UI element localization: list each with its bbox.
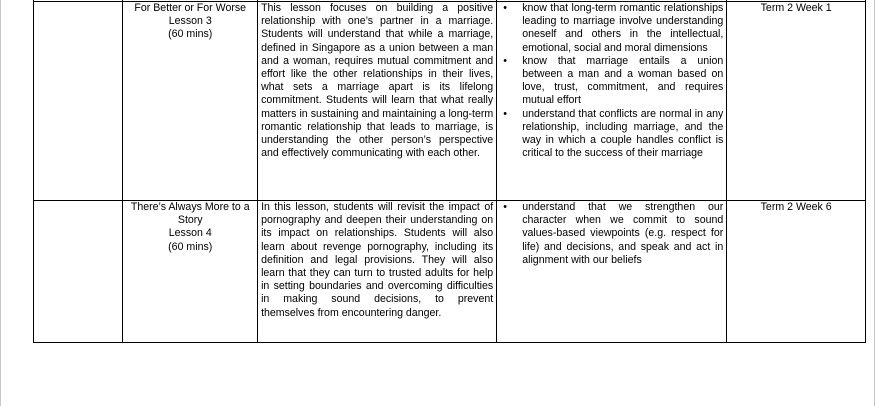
lesson-duration: (60 mins) — [168, 240, 213, 253]
lesson-title-cell — [123, 201, 258, 343]
lesson-title: For Better or For Worse — [134, 2, 247, 14]
page-border-left — [0, 0, 1, 406]
lesson-timing: Term 2 Week 6 — [727, 201, 866, 343]
learning-outcome-item — [500, 2, 723, 55]
lesson-plan-table — [33, 0, 866, 343]
learning-outcome-item — [500, 108, 723, 161]
learning-outcomes-list — [500, 201, 723, 267]
bullet-icon: • — [503, 2, 507, 14]
learning-outcome-text: know that long-term romantic relationships leading to marriage involve understanding oneself and others in the intellectual, emotional, social and moral dimensions — [522, 2, 724, 54]
bullet-icon: • — [503, 107, 507, 120]
page-border-right — [874, 0, 875, 406]
learning-outcome-item — [500, 55, 723, 108]
learning-outcome-text: know that marriage entails a union between a man and a woman based on love, trust, commitment, and requires mutual effort — [522, 54, 724, 107]
learning-outcome-item — [500, 201, 723, 267]
lesson-number: Lesson 3 — [168, 15, 212, 28]
lesson-number: Lesson 4 — [168, 227, 212, 240]
lesson-title-cell — [123, 2, 258, 201]
bullet-icon: • — [503, 54, 507, 67]
learning-outcome-text: understand that conflicts are normal in any relationship, including marriage, and the way in which a couple handles conflict is critical to the success of their marriage — [522, 107, 724, 160]
bullet-icon: • — [503, 201, 507, 213]
learning-outcomes-list — [500, 2, 723, 160]
lesson-description: In this lesson, students will revisit the impact of pornography and deepen their understanding on its impact on relationships. Students will also learn about revenge pornography, including its definition and legal provisions. They will also learn that they can turn to trusted adults for help in setting boundaries and overcoming difficulties in making sound decisions, to prevent themselves from encountering danger. — [258, 201, 497, 343]
learning-outcomes-cell — [497, 201, 727, 343]
table-cell-empty — [34, 201, 123, 343]
table-row-lesson-4 — [34, 201, 866, 343]
table-row-lesson-3 — [34, 2, 866, 201]
lesson-duration: (60 mins) — [168, 28, 213, 41]
lesson-title: There’s Always More to a Story — [130, 201, 250, 227]
table-cell-empty — [34, 2, 123, 201]
learning-outcomes-cell — [497, 2, 727, 201]
lesson-timing: Term 2 Week 1 — [727, 2, 866, 201]
lesson-description: This lesson focuses on building a positive relationship with one’s partner in a marriage. Students will understand that while a marriage, defined in Singapore as a union between a man and a woman, requires mutual commitment and effort like the other relationships in their lives, what sets a marriage apart is its lifelong commitment. Students will learn that what really matters in sustaining and maintaining a long-term romantic relationship that leads to marriage, is understanding the other person’s perspective and effectively communicating with each other. — [258, 2, 497, 201]
learning-outcome-text: understand that we strengthen our character when we commit to sound values-based viewpoints (e.g. respect for life) and decisions, and speak and act in alignment with our beliefs — [522, 201, 724, 266]
